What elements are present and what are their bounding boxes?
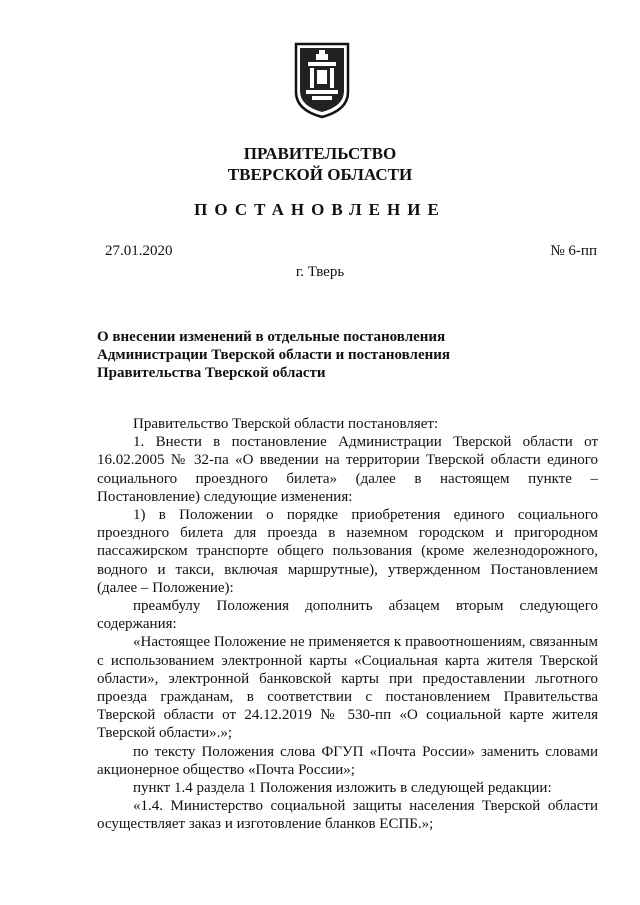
document-date: 27.01.2020 [105,243,173,259]
document-subject [97,328,517,382]
tver-coat-of-arms-icon [292,40,352,120]
body-paragraph: «Настоящее Положение не применяется к правоотношениям, связанным с использованием электронной карты «Социальная карта жителя Тверской области», электронной банковской карты при предоставлении льготного проезда гражданам, в соответствии с постановлением Правительства Тверской области от 24.12.2019 № 530-пп «О социальной карте жителя Тверской области».»; [97,634,598,742]
body-paragraph: преамбулу Положения дополнить абзацем вторым следующего содержания: [97,598,598,633]
body-paragraph: пункт 1.4 раздела 1 Положения изложить в следующей редакции: [133,780,552,797]
subject-line: Администрации Тверской области и постановления [97,347,450,363]
body-paragraph: по тексту Положения слова ФГУП «Почта России» заменить словами акционерное общество «Почта России»; [97,743,598,778]
government-title-line2: ТВЕРСКОЙ ОБЛАСТИ [227,165,413,184]
document-number: № 6-пп [550,243,597,259]
subject-line: Правительства Тверской области [97,365,326,381]
body-paragraph: 1) в Положении о порядке приобретения единого социального проездного билета для проезда в наземном городском и пригородном пассажирском транспорте общего пользования (кроме железнодорожного, водного и такси, включая маршрутные), утвержденном Постановлением (далее – Положение): [97,507,598,596]
body-paragraph: 1. Внести в постановление Администрации Тверской области от 16.02.2005 № 32-па «О введении на территории Тверской области единого социального проездного билета» (далее в настоящем пункте – Постановление) следующие изменения: [97,434,598,505]
body-paragraph: «1.4. Министерство социальной защиты населения Тверской области осуществляет заказ и изготовление бланков ЕСПБ.»; [97,798,598,833]
document-type: ПОСТАНОВЛЕНИЕ [194,200,446,219]
document-body [97,415,598,834]
document-city: г. Тверь [295,264,345,280]
subject-line: О внесении изменений в отдельные постановления [97,329,446,345]
government-title-line1: ПРАВИТЕЛЬСТВО [243,144,397,163]
body-paragraph: Правительство Тверской области постановляет: [133,416,439,432]
